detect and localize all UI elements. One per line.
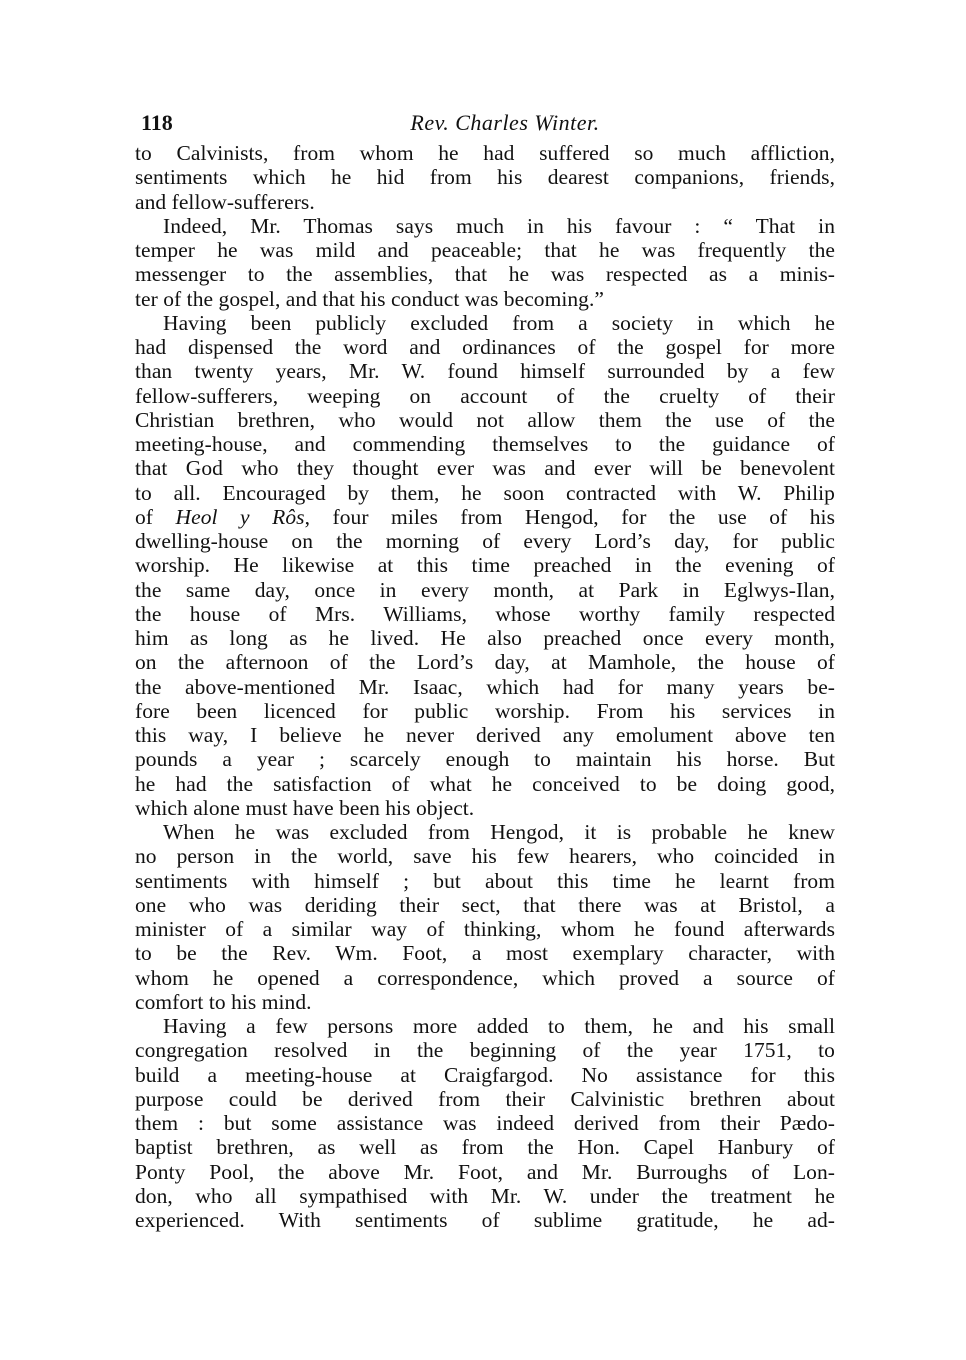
- text-line: them : but some assistance was indeed derived from their Pædo-: [135, 1111, 835, 1135]
- text-line: Christian brethren, who would not allow them the use of the: [135, 407, 835, 432]
- text-line: When he was excluded from Hengod, it is probable he knew: [163, 820, 835, 844]
- text-line: temper he was mild and peaceable; that he was frequently the: [135, 238, 835, 262]
- text-line: on the afternoon of the Lord’s day, at Mamhole, the house of: [135, 650, 835, 675]
- text-line: [135, 505, 835, 529]
- text-line: to all. Encouraged by them, he soon contracted with W. Philip: [135, 480, 835, 505]
- text-line: he had the satisfaction of what he conceived to be doing good,: [135, 771, 835, 796]
- text-line: him as long as he lived. He also preached once every month,: [135, 626, 835, 650]
- text-line: had dispensed the word and ordinances of the gospel for more: [135, 335, 835, 359]
- text-line: this way, I believe he never derived any emolument above ten: [135, 723, 835, 747]
- text-line: meeting-house, and commending themselves to the guidance of: [135, 432, 835, 456]
- text-line: congregation resolved in the beginning of the year 1751, to: [135, 1038, 835, 1063]
- text-line: fore been licenced for public worship. From his services in: [135, 698, 835, 723]
- text-line: worship. He likewise at this time preached in the evening of: [135, 553, 835, 578]
- text-line: purpose could be derived from their Calvinistic brethren about: [135, 1086, 835, 1111]
- text-line: pounds a year ; scarcely enough to maintain his horse. But: [135, 747, 835, 772]
- text-line: ter of the gospel, and that his conduct was becoming.”: [135, 286, 605, 311]
- text-line: don, who all sympathised with Mr. W. under the treatment he: [135, 1183, 835, 1208]
- text-line: build a meeting-house at Craigfargod. No assistance for this: [135, 1062, 835, 1087]
- text-line: and fellow-sufferers.: [135, 189, 315, 214]
- text-line: dwelling-house on the morning of every Lord’s day, for public: [135, 529, 835, 553]
- text-line: to Calvinists, from whom he had suffered so much affliction,: [135, 141, 835, 165]
- text-line: which alone must have been his object.: [135, 795, 475, 820]
- text-line: Ponty Pool, the above Mr. Foot, and Mr. Burroughs of Lon-: [135, 1159, 835, 1184]
- text-line: the same day, once in every month, at Park in Eglwys-Ilan,: [135, 577, 835, 602]
- text-line: Indeed, Mr. Thomas says much in his favour : “ That in: [163, 213, 835, 238]
- running-head: [135, 108, 835, 138]
- running-title: Rev. Charles Winter.: [410, 110, 600, 135]
- text-line: than twenty years, Mr. W. found himself surrounded by a few: [135, 359, 835, 384]
- text-line: no person in the world, save his few hearers, who coincided in: [135, 844, 835, 869]
- text-line: whom he opened a correspondence, which proved a source of: [135, 965, 835, 990]
- text-line: sentiments which he hid from his dearest companions, friends,: [135, 165, 835, 190]
- text-fragment: of: [135, 504, 176, 529]
- text-line: sentiments with himself ; but about this time he learnt from: [135, 868, 835, 893]
- body-text: [135, 141, 835, 1232]
- text-line: one who was deriding their sect, that there was at Bristol, a: [135, 892, 835, 917]
- text-line: the house of Mrs. Williams, whose worthy family respected: [135, 601, 835, 626]
- text-line: Having been publicly excluded from a society in which he: [163, 310, 835, 335]
- text-line: baptist brethren, as well as from the Hon. Capel Hanbury of: [135, 1135, 835, 1160]
- text-line: that God who they thought ever was and ever will be benevolent: [135, 456, 835, 481]
- text-line: messenger to the assemblies, that he was respected as a minis-: [135, 262, 835, 287]
- text-line: comfort to his mind.: [135, 989, 312, 1014]
- book-page: [135, 108, 835, 1232]
- text-line: Having a few persons more added to them, he and his small: [163, 1014, 835, 1038]
- text-line: fellow-sufferers, weeping on account of the cruelty of their: [135, 383, 835, 408]
- text-line: minister of a similar way of thinking, whom he found afterwards: [135, 917, 835, 941]
- page-number: 118: [141, 110, 173, 135]
- text-line: the above-mentioned Mr. Isaac, which had for many years be-: [135, 674, 835, 699]
- text-fragment: , four miles from Hengod, for the use of his: [304, 504, 835, 529]
- text-line: to be the Rev. Wm. Foot, a most exemplary character, with: [135, 941, 835, 966]
- text-line: experienced. With sentiments of sublime gratitude, he ad-: [135, 1208, 835, 1232]
- place-name-italic: Heol y Rôs: [175, 504, 305, 529]
